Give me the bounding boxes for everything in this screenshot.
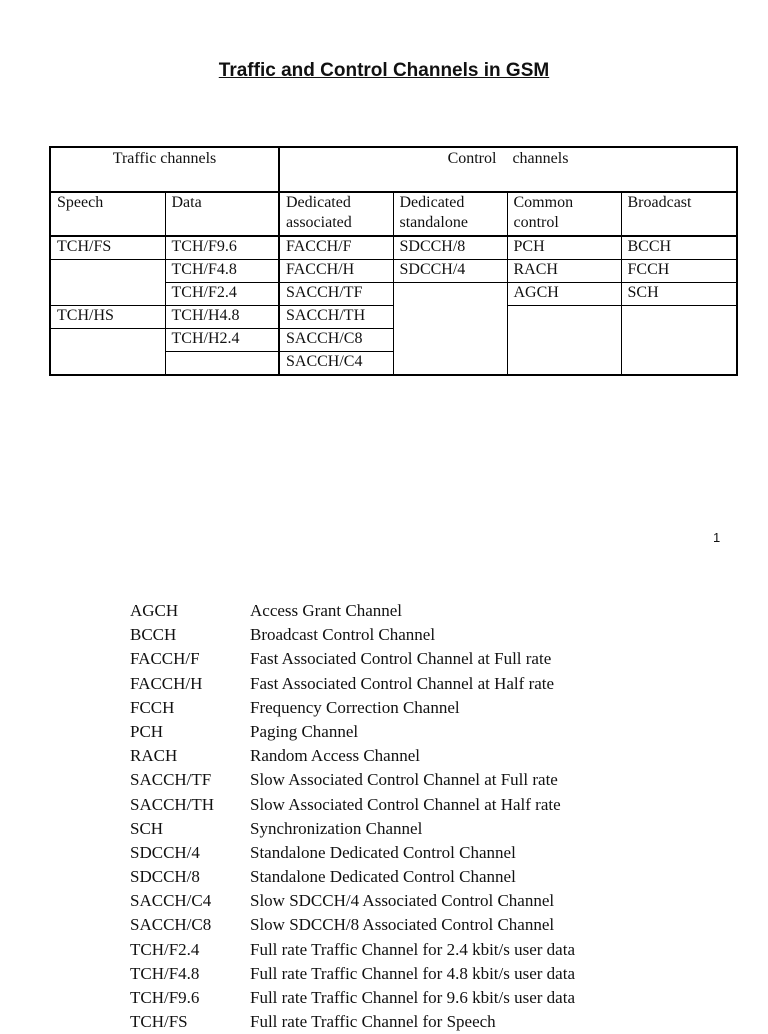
speech-cell-empty <box>50 329 165 376</box>
speech-cell-empty <box>50 260 165 306</box>
dedicated-standalone-cell: SDCCH/4 <box>393 260 507 283</box>
dedicated-associated-cell: SACCH/TF <box>279 283 393 306</box>
broadcast-cell: FCCH <box>621 260 737 283</box>
table-row <box>50 236 737 260</box>
glossary-definition: Full rate Traffic Channel for Speech <box>250 1012 496 1032</box>
data-cell: TCH/F2.4 <box>165 283 279 306</box>
glossary-entry <box>130 913 575 937</box>
glossary-definition: Paging Channel <box>250 721 359 741</box>
dedicated-associated-cell: SACCH/TH <box>279 306 393 329</box>
dedicated-associated-header: Dedicated associated <box>279 192 393 236</box>
glossary-entry <box>130 599 575 623</box>
glossary-entry <box>130 623 575 647</box>
glossary-definition: Random Access Channel <box>250 746 420 766</box>
broadcast-cell-empty <box>621 306 737 376</box>
common-control-cell: PCH <box>507 236 621 260</box>
control-channels-header: Control channels <box>279 147 737 192</box>
glossary-entry <box>130 962 575 986</box>
glossary-definition: Frequency Correction Channel <box>250 697 460 717</box>
glossary-abbr: SDCCH/4 <box>130 842 200 862</box>
glossary-definition: Fast Associated Control Channel at Half rate <box>250 673 555 693</box>
glossary-abbr: SACCH/TH <box>130 794 215 814</box>
glossary-entry <box>130 768 575 792</box>
glossary-abbr: TCH/F4.8 <box>130 963 200 983</box>
glossary-definition: Slow Associated Control Channel at Half rate <box>250 794 561 814</box>
glossary-abbr: TCH/F9.6 <box>130 988 200 1007</box>
speech-cell: TCH/HS <box>50 306 165 329</box>
common-control-cell: RACH <box>507 260 621 283</box>
glossary-abbr: SDCCH/8 <box>130 867 200 887</box>
glossary-abbr: SACCH/C8 <box>130 915 212 935</box>
glossary-list <box>130 599 575 1034</box>
dedicated-associated-cell: FACCH/H <box>279 260 393 283</box>
glossary-definition: Full rate Traffic Channel for 4.8 kbit/s user data <box>250 963 575 983</box>
dedicated-standalone-cell-empty <box>393 283 507 376</box>
data-header: Data <box>165 192 279 236</box>
table-row <box>50 260 737 283</box>
common-control-header: Common control <box>507 192 621 236</box>
glossary-abbr: BCCH <box>130 625 177 645</box>
glossary-abbr: SCH <box>130 818 164 838</box>
group-header-row <box>50 147 737 192</box>
glossary-abbr: SACCH/C4 <box>130 891 212 911</box>
channels-table <box>49 146 738 376</box>
glossary-entry <box>130 793 575 817</box>
glossary-abbr: PCH <box>130 721 164 741</box>
traffic-channels-header: Traffic channels <box>50 147 279 192</box>
glossary-entry <box>130 841 575 865</box>
glossary-definition: Full rate Traffic Channel for 2.4 kbit/s user data <box>250 939 575 959</box>
glossary-entry <box>130 817 575 841</box>
glossary-abbr: TCH/FS <box>130 1012 188 1032</box>
broadcast-cell: SCH <box>621 283 737 306</box>
glossary-entry <box>130 720 575 744</box>
data-cell-empty <box>165 352 279 376</box>
dedicated-standalone-cell: SDCCH/8 <box>393 236 507 260</box>
common-control-cell-empty <box>507 306 621 376</box>
data-cell: TCH/H2.4 <box>165 329 279 352</box>
page-number: 1 <box>713 530 721 545</box>
glossary-abbr: FACCH/F <box>130 649 200 669</box>
data-cell: TCH/F9.6 <box>165 236 279 260</box>
glossary-definition: Slow Associated Control Channel at Full rate <box>250 770 558 790</box>
common-control-cell: AGCH <box>507 283 621 306</box>
dedicated-associated-cell: FACCH/F <box>279 236 393 260</box>
glossary-abbr: TCH/F2.4 <box>130 939 200 959</box>
glossary-entry <box>130 986 575 1010</box>
glossary-entry <box>130 865 575 889</box>
data-cell: TCH/F4.8 <box>165 260 279 283</box>
speech-cell: TCH/FS <box>50 236 165 260</box>
glossary-entry <box>130 889 575 913</box>
glossary-definition: Slow SDCCH/8 Associated Control Channel <box>250 915 555 935</box>
dedicated-standalone-header: Dedicated standalone <box>393 192 507 236</box>
glossary-definition: Full rate Traffic Channel for 9.6 kbit/s user data <box>250 988 575 1007</box>
glossary-entry <box>130 938 575 962</box>
dedicated-associated-cell: SACCH/C4 <box>279 352 393 376</box>
glossary-entry <box>130 647 575 671</box>
glossary-definition: Synchronization Channel <box>250 818 423 838</box>
glossary-entry <box>130 1010 575 1034</box>
glossary-definition: Access Grant Channel <box>250 601 403 620</box>
glossary-definition: Slow SDCCH/4 Associated Control Channel <box>250 891 555 911</box>
glossary-entry <box>130 696 575 720</box>
broadcast-header: Broadcast <box>621 192 737 236</box>
broadcast-cell: BCCH <box>621 236 737 260</box>
glossary-abbr: FACCH/H <box>130 673 203 693</box>
glossary-definition: Broadcast Control Channel <box>250 625 436 645</box>
data-cell: TCH/H4.8 <box>165 306 279 329</box>
speech-header: Speech <box>50 192 165 236</box>
glossary-abbr: FCCH <box>130 697 175 717</box>
glossary-abbr: AGCH <box>130 601 179 620</box>
glossary-definition: Fast Associated Control Channel at Full rate <box>250 649 552 669</box>
page-title: Traffic and Control Channels in GSM <box>218 60 550 81</box>
subheader-row <box>50 192 737 236</box>
glossary-entry <box>130 672 575 696</box>
glossary-abbr: RACH <box>130 746 178 766</box>
glossary-entry <box>130 744 575 768</box>
glossary-abbr: SACCH/TF <box>130 770 212 790</box>
glossary-definition: Standalone Dedicated Control Channel <box>250 867 516 887</box>
glossary-definition: Standalone Dedicated Control Channel <box>250 842 516 862</box>
dedicated-associated-cell: SACCH/C8 <box>279 329 393 352</box>
